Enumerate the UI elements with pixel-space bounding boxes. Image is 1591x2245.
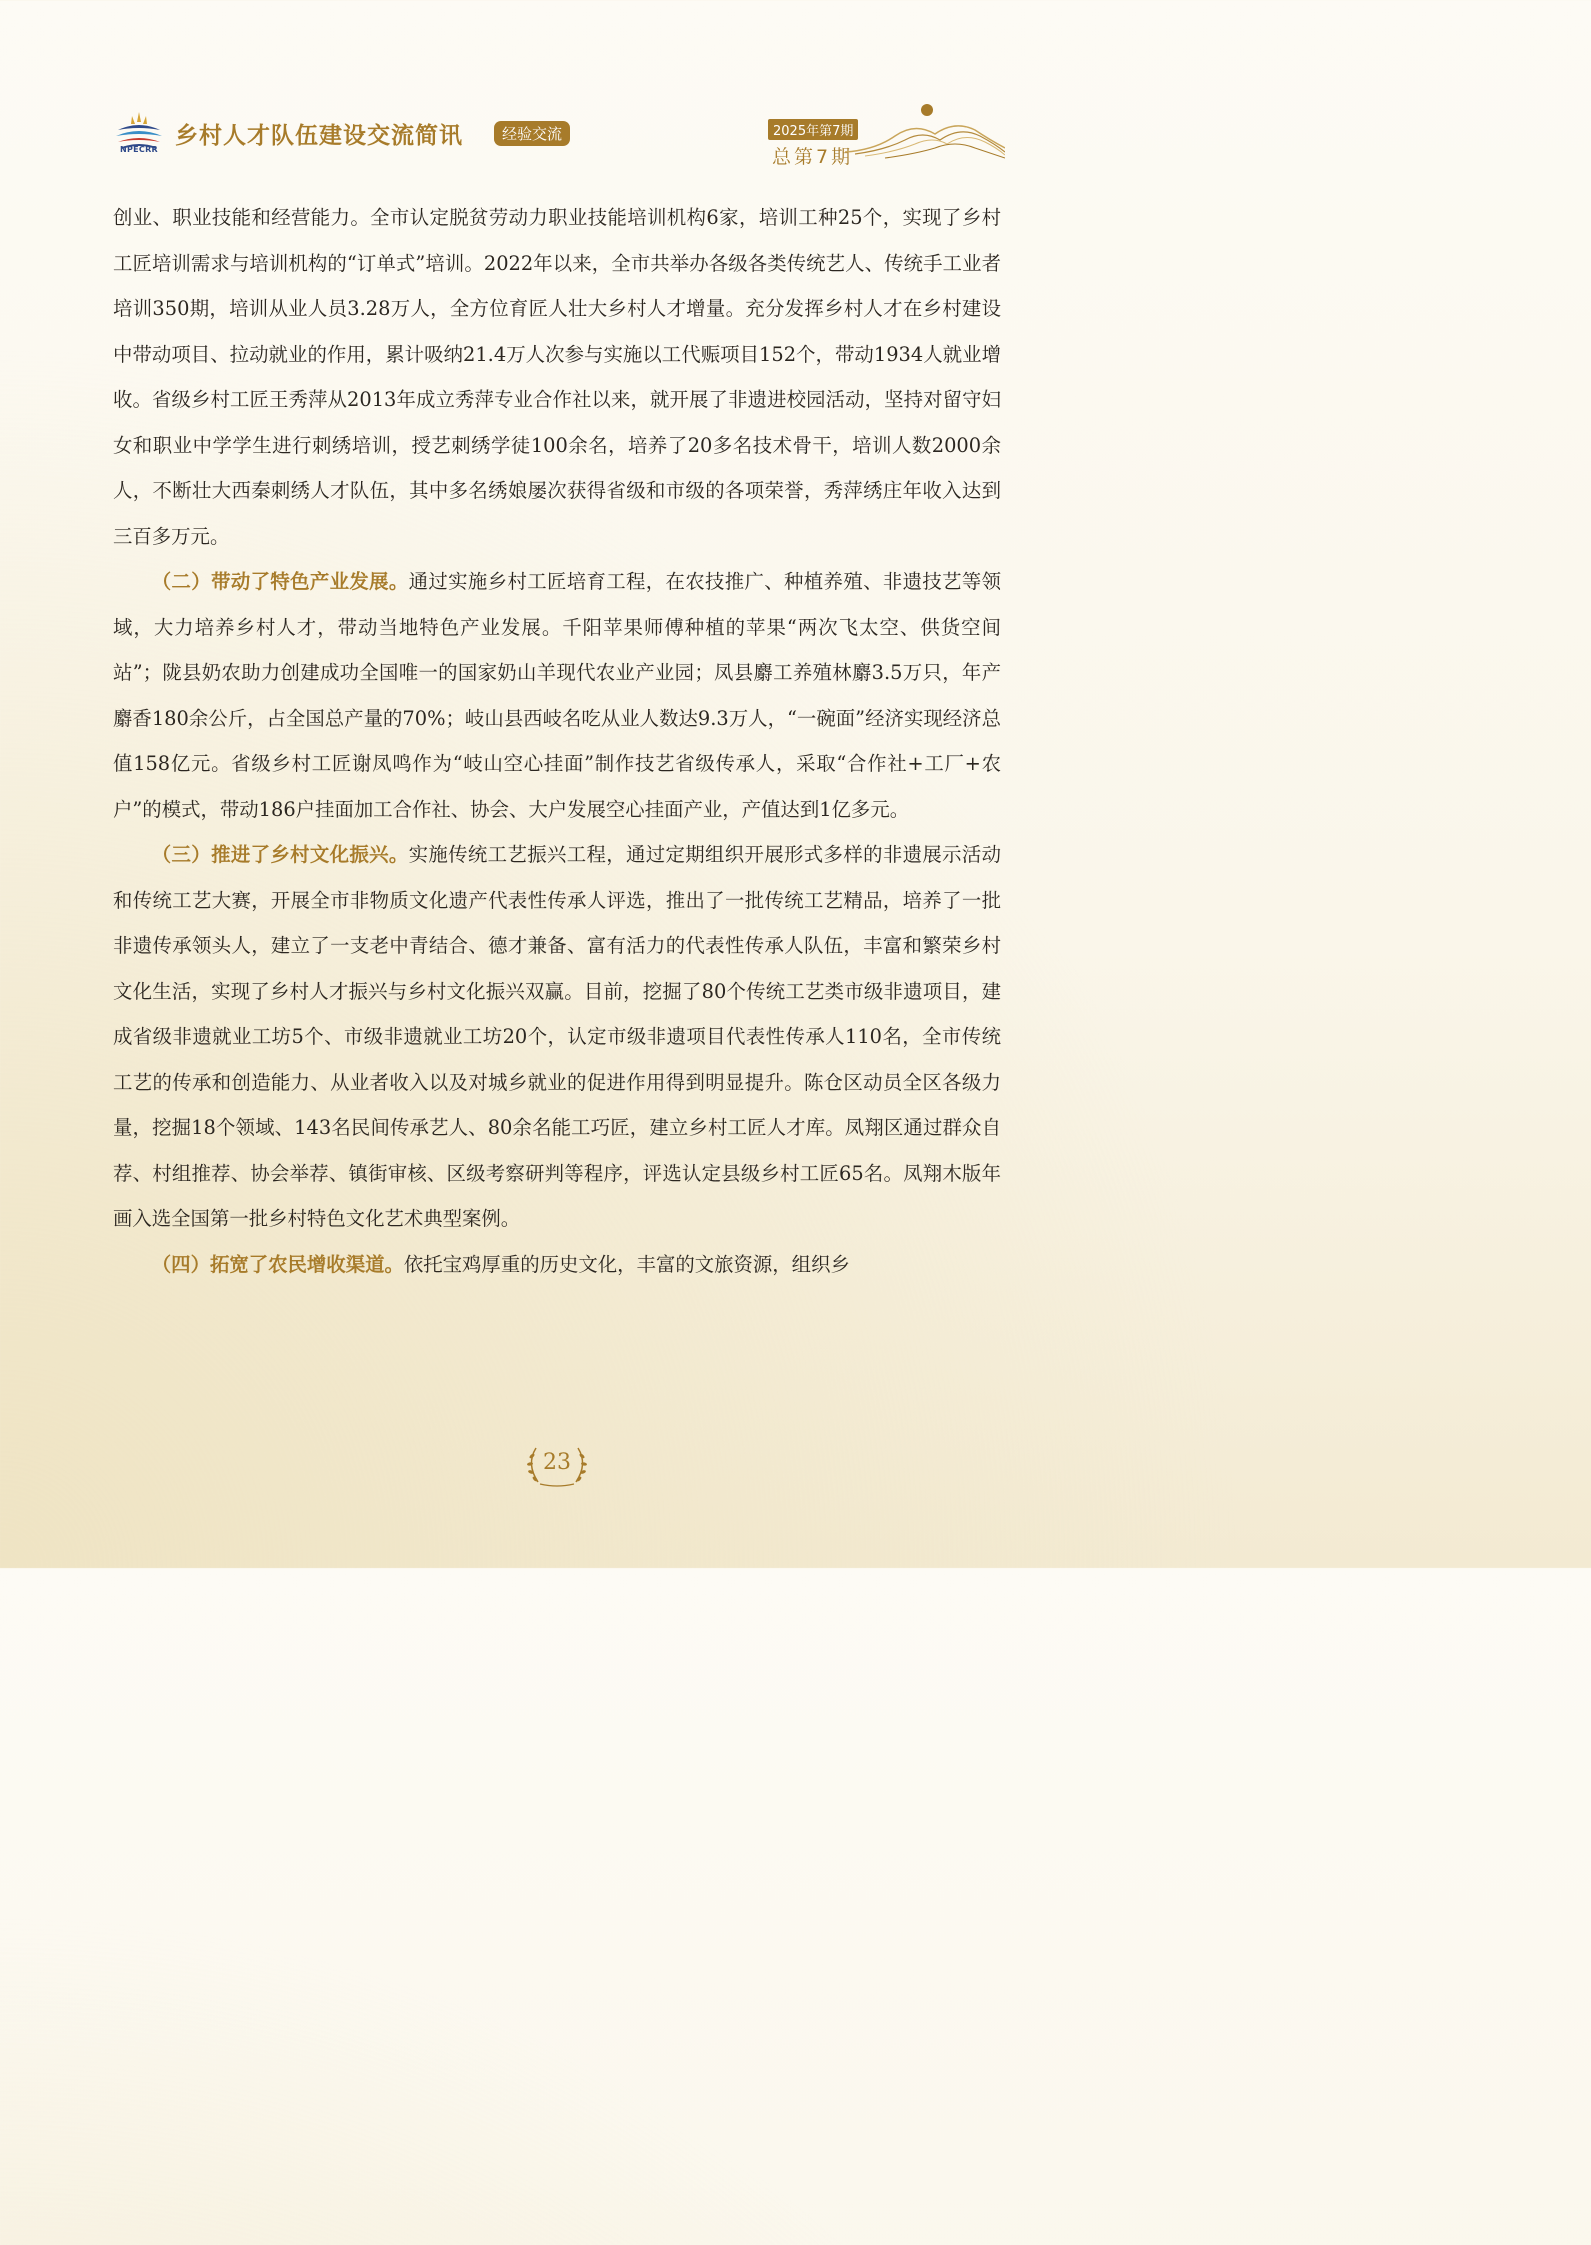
section-heading-2: （二）带动了特色产业发展。 [151, 570, 409, 593]
paragraph-2-text: 通过实施乡村工匠培育工程，在农技推广、种植养殖、非遗技艺等领域，大力培养乡村人才，带动当地特色产业发展。千阳苹果师傅种植的苹果“两次飞太空、供货空间站”；陇县奶农助力创建成功全国唯一的国家奶山羊现代农业产业园；凤县麝工养殖林麝3.5万只，年产麝香180余公斤，占全国总产量的70%；岐山县西岐名吃从业人数达9.3万人，“一碗面”经济实现经济总值158亿元。省级乡村工匠谢凤鸣作为“岐山空心挂面”制作技艺省级传承人，采取“合作社+工厂+农户”的模式，带动186户挂面加工合作社、协会、大户发展空心挂面产业，产值达到1亿多元。 [113, 570, 1002, 821]
paragraph-3-text: 实施传统工艺振兴工程，通过定期组织开展形式多样的非遗展示活动和传统工艺大赛，开展全市非物质文化遗产代表性传承人评选，推出了一批传统工艺精品，培养了一批非遗传承领头人，建立了一支老中青结合、德才兼备、富有活力的代表性传承人队伍，丰富和繁荣乡村文化生活，实现了乡村人才振兴与乡村文化振兴双赢。目前，挖掘了80个传统工艺类市级非遗项目，建成省级非遗就业工坊5个、市级非遗就业工坊20个，认定市级非遗项目代表性传承人110名，全市传统工艺的传承和创造能力、从业者收入以及对城乡就业的促进作用得到明显提升。陈仓区动员全区各级力量，挖掘18个领域、143名民间传承艺人、80余名能工巧匠，建立乡村工匠人才库。凤翔区通过群众自荐、村组推荐、协会举荐、镇街审核、区级考察研判等程序，评选认定县级乡村工匠65名。凤翔木版年画入选全国第一批乡村特色文化艺术典型案例。 [113, 843, 1002, 1230]
paragraph-3 [113, 832, 1001, 1242]
paragraph-4-text: 依托宝鸡厚重的历史文化，丰富的文旅资源，组织乡 [403, 1252, 850, 1276]
section-heading-4: （四）拓宽了农民增收渠道。 [151, 1252, 404, 1276]
paragraph-4 [113, 1242, 1001, 1288]
article-body [113, 195, 1001, 1287]
publication-title: 乡村人才队伍建设交流简讯 [175, 123, 463, 149]
page-header [0, 0, 1114, 180]
section-heading-3: （三）推进了乡村文化振兴。 [151, 843, 409, 866]
paragraph-1: 创业、职业技能和经营能力。全市认定脱贫劳动力职业技能培训机构6家，培训工种25个，实现了乡村工匠培训需求与培训机构的“订单式”培训。2022年以来，全市共举办各级各类传统艺人、传统手工业者培训350期，培训从业人员3.28万人，全方位育匠人壮大乡村人才增量。充分发挥乡村人才在乡村建设中带动项目、拉动就业的作用，累计吸纳21.4万人次参与实施以工代赈项目152个，带动1934人就业增收。省级乡村工匠王秀萍从2013年成立秀萍专业合作社以来，就开展了非遗进校园活动，坚持对留守妇女和职业中学学生进行刺绣培训，授艺刺绣学徒100余名，培养了20多名技术骨干，培训人数2000余人，不断壮大西秦刺绣人才队伍，其中多名绣娘屡次获得省级和市级的各项荣誉，秀萍绣庄年收入达到三百多万元。 [113, 206, 1001, 548]
page-footer [522, 1440, 592, 1490]
issue-year: 2025年第7期 [768, 119, 858, 140]
issue-total: 总第7期 [772, 146, 854, 168]
page-number: 23 [543, 1450, 571, 1475]
mountain-sun-icon [845, 100, 1005, 160]
logo-text: NPECRR [119, 145, 158, 154]
paragraph-2 [113, 559, 1001, 832]
section-tag: 经验交流 [494, 121, 570, 146]
